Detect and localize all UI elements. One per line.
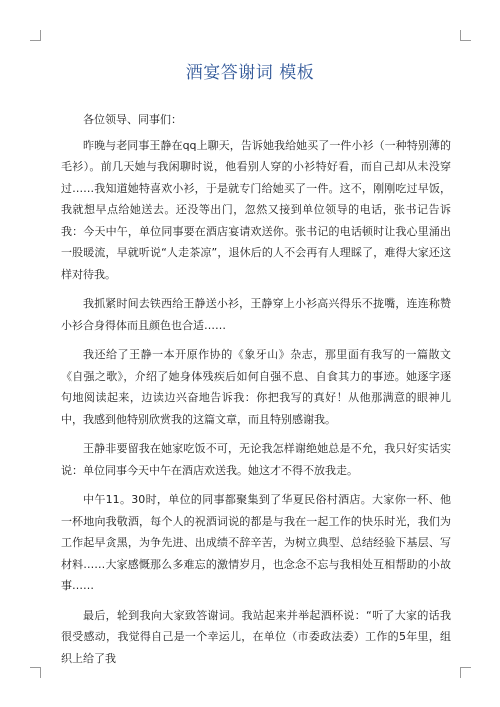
body-paragraph: 我还给了王静一本开原作协的《象牙山》杂志，那里面有我写的一篇散文《自强之歌》，介绍了她身体残疾后如何自强不息、自食其力的事迹。她逐字逐句地阅读起来，边读边兴奋地告诉我：你把我写的真好！从他那满意的眼神儿中，我感到他特别欣赏我的这篇文章，而且特别感谢我。 (61, 348, 451, 426)
document-body (61, 109, 451, 677)
document-title: 酒宴答谢词 模板 (185, 63, 315, 83)
salutation-paragraph: 各位领导、同事们： (83, 113, 182, 126)
body-paragraph: 昨晚与老同事王静在qq上聊天，告诉她我给她买了一件小衫（一种特别薄的毛衫）。前几天她与我闲聊时说，他看别人穿的小衫特好看，而自己却从未没穿过……我知道她特喜欢小衫，于是就专门给她买了一件。这不，刚刚吃过早饭，我就想早点给她送去。还没等出门，忽然又接到单位领导的电话，张书记告诉我：今天中午，单位同事要在酒店宴请欢送你。张书记的电话顿时让我心里涌出一股暖流，早就听说“人走茶凉”，退休后的人不会再有人理睬了，难得大家还这样对待我。 (61, 138, 451, 281)
body-paragraph: 王静非要留我在她家吃饭不可，无论我怎样谢绝她总是不允，我只好实话实说：单位同事今天中午在酒店欢送我。她这才不得不放我走。 (61, 442, 451, 477)
crop-mark-bottom-right (460, 667, 471, 678)
body-paragraph: 我抓紧时间去铁西给王静送小衫，王静穿上小衫高兴得乐不拢嘴，连连称赞小衫合身得体而且颜色也合适…… (61, 297, 451, 332)
crop-mark-bottom-left (30, 667, 41, 678)
crop-mark-top-left (30, 30, 41, 41)
body-paragraph: 中午11。30时，单位的同事都聚集到了华夏民俗村酒店。大家你一杯、他一杯地向我敬酒，每个人的祝酒词说的都是与我在一起工作的快乐时光，我们为工作起早贪黑，为争先进、出成绩不辞辛苦，为树立典型、总结经验下基层、写材料……大家感慨那么多难忘的激情岁月，也念念不忘与我相处互相帮助的小故事…… (61, 493, 451, 592)
body-paragraph: 最后，轮到我向大家致答谢词。我站起来并举起酒杯说：“听了大家的话我很受感动，我觉得自己是一个幸运儿，在单位（市委政法委）工作的5年里，组织上给了我 (61, 608, 451, 665)
crop-mark-top-right (460, 30, 471, 41)
